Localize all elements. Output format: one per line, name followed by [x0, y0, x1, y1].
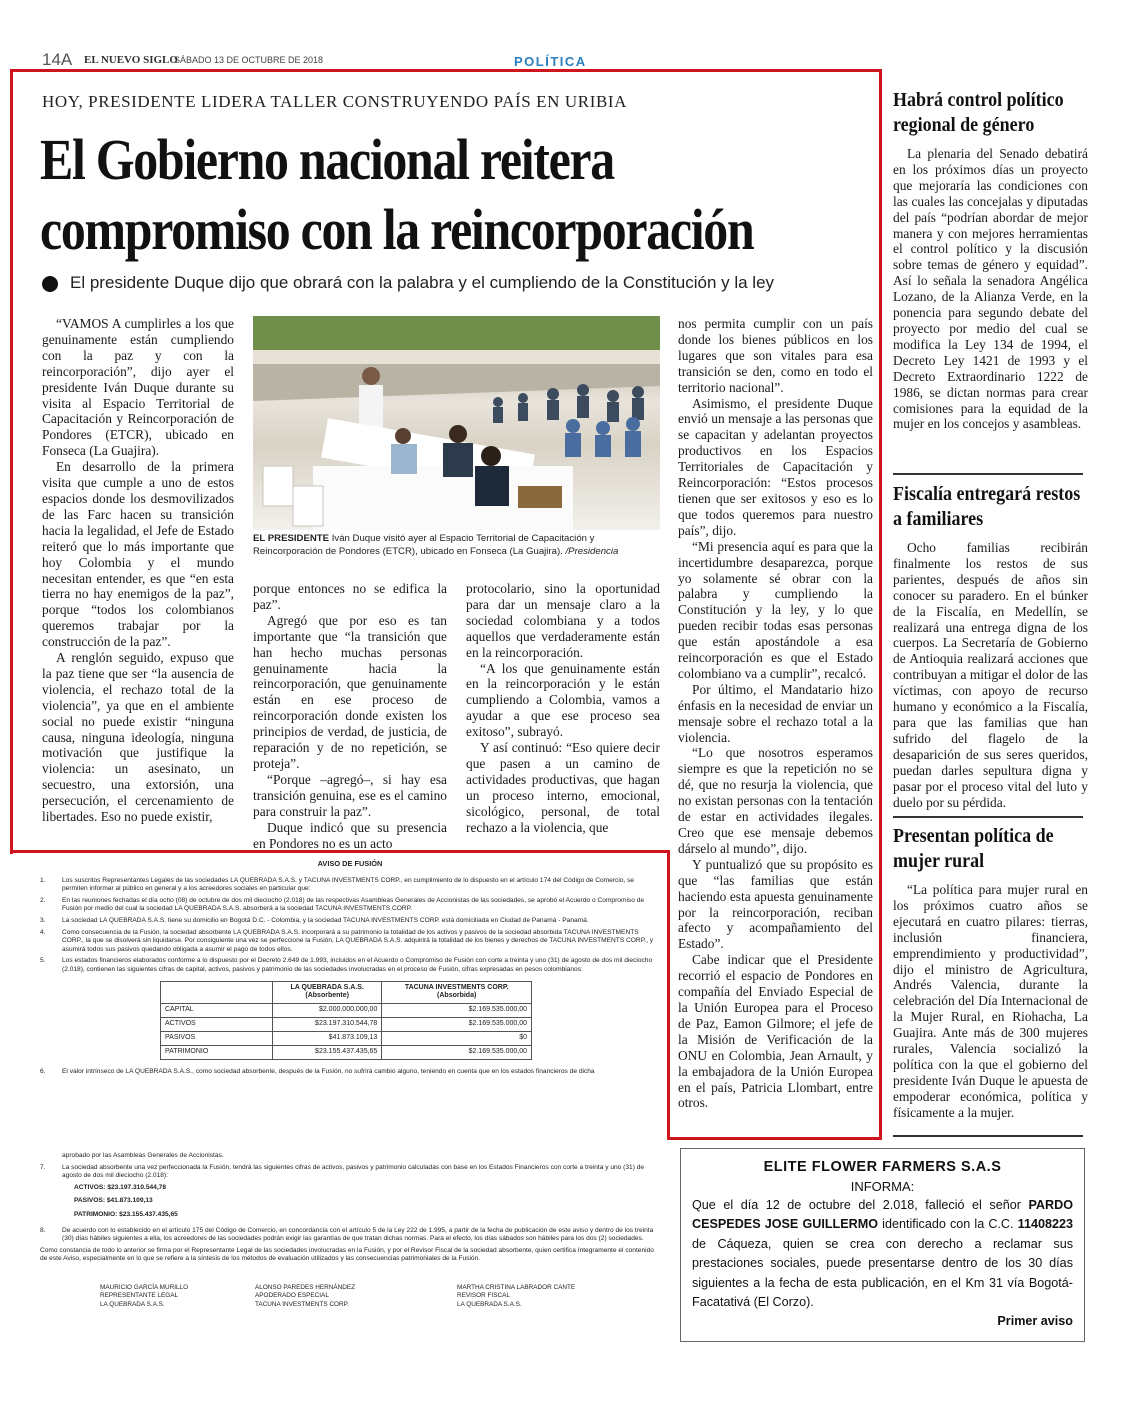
caption-lead: EL PRESIDENTE: [253, 533, 330, 544]
newspaper-name: EL NUEVO SIGLO: [84, 54, 178, 66]
sidebar-brief-2: [893, 482, 1088, 812]
article-title-line2: compromiso con la reincorporación: [40, 197, 754, 262]
col2-paragraph: Agregó que por eso es tan importante que “la transición que han hecho muchas personas genuinamente hacia la reincorporación, que genuinamente están en ese proceso de reincorporación donde existen los principios de verdad, de justicia, de reparación y de no repetición, se proteja”.: [253, 612, 447, 771]
brief-1-text: [893, 146, 1088, 450]
notice-figure: ACTIVOS: $23.197.310.544,78: [74, 1183, 167, 1191]
col1-paragraph: A renglón seguido, expuso que la paz tiene que ser “la ausencia de violencia, el rechazo total de la violencia”, ya que en el ambiente social no puede existir “ninguna causa, ninguna ideología, ninguna motivación que justifique la violencia: un asesinato, un secuestro, una extorsión, una persecución, el cercenamiento de libertades. Eso no puede existir,: [42, 650, 234, 825]
signature-block: MARTHA CRISTINA LABRADOR CANTE REVISOR FISCAL LA QUEBRADA S.A.S.: [457, 1283, 576, 1308]
col3-paragraph: Y así continuó: “Eso quiere decir que pasen a un camino de actividades productivas, que hagan un proceso interno, emocional, sicológico, personal, de total rechazo a la violencia, que: [466, 740, 660, 835]
subtitle-bullet-icon: [42, 276, 58, 292]
notice-item: 5. Los estados financieros elaborados conforme a lo dispuesto por el Decreto 2.649 de 1.993, incluidos en el Acuerdo o Compromiso de Fusión con corte a treinta y uno (31) de agosto de dos mil dieciocho (2.018), contienen las siguientes cifras de capital, activos, pasivos y patrimonio de las sociedades involucradas en el proceso de Fusión, cifras expresadas en pesos colombianos:: [40, 957, 653, 973]
notice-item: 2. En las reuniones fechadas el día ocho (08) de octubre de dos mil dieciocho (2.018) de las respectivas Asambleas Generales de Accionistas de las sociedades, se aprobó el Acuerdo o Compromiso de Fusión por medio del cual la sociedad LA QUEBRADA S.A.S. absorberá a la sociedad TACUNA INVESTMENTS CORP.: [40, 896, 645, 913]
col3-paragraph: protocolario, sino la oportunidad para dar un mensaje claro a la sociedad colombiana y a todos aquellos que verdaderamente están en la reincorporación.: [466, 581, 660, 660]
col2-paragraph: “Porque –agregó–, si hay esa transición genuina, ese es el camino para construir la paz”.: [253, 771, 447, 819]
sidebar-briefs: [893, 88, 1088, 450]
issue-date: SÁBADO 13 DE OCTUBRE DE 2018: [174, 55, 324, 65]
col4-paragraph: “Lo que nosotros esperamos siempre es que la repetición no se dé, que no resurja la violencia, que no existan personas con la tentación de estar en actividades ilegales. Creo que ese mensaje debemos dárselo al mundo”, dijo.: [678, 745, 873, 856]
col4-paragraph: nos permita cumplir con un país donde los bienes públicos en los lugares que son vitales para esa transición se den, como en todo el territorio nacional”.: [678, 316, 873, 395]
brief-1-paragraph: La plenaria del Senado debatirá en los próximos días un proyecto que mejoraría las condiciones con las cuales las concejalas y diputadas del país “podrían abordar de mejor manera y con mejores herramientas el control político y la discusión sobre temas de género y equidad”. Así lo señala la senadora Angélica Lozano, de la Alianza Verde, en la ponencia para segundo debate del proyecto por medio del cual se modifica la Ley 134 de 1994, el Decreto Ley 1421 de 1993 y el Decreto Extraordinario 1222 de 1986, se dictan normas para crear comisiones para la equidad de la mujer en los concejos y asambleas.: [893, 146, 1088, 432]
col1-paragraph: “VAMOS A cumplirles a los que genuinamente están cumpliendo con la paz y con la reincorporación”, dijo ayer el presidente Iván Duque durante su visita al Espacio Territorial de Capacitación y Reincorporación de Pondores (ETCR), ubicado en Fonseca (La Guajira).: [42, 316, 234, 459]
photo-illustration: [253, 316, 660, 530]
notice-body: Que el día 12 de octubre del 2.018, falleció el señor PARDO CESPEDES JOSE GUILLERMO identificado con la C.C. 11408223 de Cáqueza, quien se crea con derecho a reclamar sus prestaciones sociales, puede presentarse dentro de los 30 días siguientes a la fecha de esta publicación, en el Km 31 vía Bogotá-Facatativá (El Corzo).: [692, 1198, 1074, 1310]
article-photo: [253, 316, 660, 530]
article-subtitle: El presidente Duque dijo que obrará con la palabra y el cumpliendo de la Constitución y la ley: [70, 273, 775, 292]
col4-paragraph: “Mi presencia aquí es para que la incertidumbre desaparezca, porque yo solamente sé obrar con la palabra y cumpliendo la Constitución y la ley, y lo que pueden recibir todas esas personas que están apostándole a esa reincorporación es que el Estado colombiano va a cumplir”, recalcó.: [678, 538, 873, 681]
notice-item: 3. La sociedad LA QUEBRADA S.A.S. tiene su domicilio en Bogotá D.C. - Colombia, y la sociedad TACUNA INVESTMENTS CORP. está domiciliada en Ciudad de Panamá - Panamá.: [40, 916, 589, 924]
notice-item: 1. Los suscritos Representantes Legales de las sociedades LA QUEBRADA S.A.S. y TACUNA INVESTMENTS CORP., en cumplimiento de lo dispuesto en el artículo 174 del Código de Comercio, se permiten informar al público en general y a los acreedores sociales en particular que:: [40, 876, 635, 893]
col4-paragraph: Por último, el Mandatario hizo énfasis en la necesidad de enviar un mensaje sobre el rechazo total a la violencia.: [678, 681, 873, 745]
sidebar-divider: [893, 816, 1083, 818]
table-header: TACUNA INVESTMENTS CORP. (Absorbida): [382, 981, 532, 1003]
brief-2-paragraph: Ocho familias recibirán finalmente los restos de sus parientes, después de años sin conocer su paradero. En el búnker de la Fiscalía, en Medellín, se realizará una entrega digna de los cuerpos. La Secretaría de Gobierno de Antioquia realizará acciones que contribuyan a mitigar el dolor de las víctimas, con apoyo de recurso humano y económico a la Fiscalía, para que las familias que han sufrido del flagelo de la desaparición de sus seres queridos, puedan darles sepultura digna y pasar por el proceso vital del luto y duelo por su pérdida.: [893, 540, 1088, 810]
col2-paragraph: Duque indicó que su presencia en Pondores no es un acto: [253, 819, 447, 851]
merger-notice-title: AVISO DE FUSIÓN: [317, 859, 383, 868]
col3-paragraph: “A los que genuinamente están en la reincorporación y le están cumpliendo a Colombia, vamos a ayudar a que ese proceso sea exitoso”, subrayó.: [466, 660, 660, 740]
merger-notice-top: [40, 860, 660, 1130]
signature-block: ALONSO PAREDES HERNÁNDEZ APODERADO ESPECIAL TACUNA INVESTMENTS CORP.: [255, 1283, 356, 1308]
table-row: PASIVOS $41.873.109,13 $0: [161, 1031, 532, 1045]
notice-informa: INFORMA:: [850, 1179, 915, 1194]
notice-closing: Como constancia de todo lo anterior se firma por el Representante Legal de las sociedades involucradas en la Fusión, y por el Revisor Fiscal de la sociedad absorbente, quien certifica íntegramente el contenido de este Aviso, especialmente en lo que se refiere a la síntesis de los métodos de evaluación utilizados y las consecuencias patrimoniales de la Fusión.: [40, 1246, 654, 1263]
sidebar-divider: [893, 1135, 1083, 1137]
table-header: LA QUEBRADA S.A.S. (Absorbente): [273, 981, 382, 1003]
brief-1-title: Habrá control político regional de género: [893, 89, 1064, 136]
notice-figure: PATRIMONIO: $23.155.437.435,65: [74, 1210, 178, 1218]
caption-text: Iván Duque visitó ayer al Espacio Territorial de Capacitación y Reincorporación de Pondores (ETCR), ubicado en Fonseca (La Guajira).: [253, 533, 595, 557]
merger-figures-table: [160, 981, 532, 1060]
notice-signatures: [40, 1284, 662, 1309]
col4-paragraph: Y puntualizó que su propósito es que “las familias que están haciendo esta apuesta genuinamente por la reincorporación, reciban afecto y acompañamiento del Estado”.: [678, 856, 873, 952]
article-column-2: [253, 581, 447, 851]
notice-item: 8. De acuerdo con lo establecido en el artículo 175 del Código de Comercio, en concordancia con el artículo 5 de la Ley 222 de 1.995, a partir de la fecha de publicación de este aviso y dentro de los treinta (30) días hábiles siguientes a ella, los acreedores de las sociedades podrán exigir las garantías de que tratan dichas normas. Para el efecto, los días sábados son hábiles para los dos (2) sociedades.: [40, 1226, 654, 1243]
brief-3-title: Presentan política de mujer rural: [893, 825, 1054, 872]
id-number: 11408223: [1017, 1217, 1074, 1232]
table-row: CAPITAL $2.000.000.000,00 $2.169.535.000,00: [161, 1003, 532, 1017]
table-row: PATRIMONIO $23.155.437.435,65 $2.169.535.000,00: [161, 1045, 532, 1059]
col4-paragraph: Cabe indicar que el Presidente recorrió el espacio de Pondores en compañía del Enviado Especial de la Unión Europea para el Proceso de Paz, Eamon Gilmore; el jefe de la Misión de Verificación de la ONU en Colombia, Jean Arnault, y la embajadora de la Unión Europea en el país, Patricia Llombart, entre otros.: [678, 952, 873, 1111]
col1-paragraph: En desarrollo de la primera visita que cumple a uno de estos espacios donde los desmovilizados de las Farc hacen su transición hacia la legalidad, el Jefe de Estado reiteró que lo más importante que hoy Colombia y el mundo necesitan entender, es que “en esta tierra no hay enemigos de la paz”, porque “todos los colombianos queremos trabajar por la construcción de la paz”.: [42, 459, 234, 650]
notice-item: 6. El valor intrínseco de LA QUEBRADA S.A.S., como sociedad absorbente, después de la Fusión, no sufrirá cambio alguno, teniendo en cuenta que en los estados financieros de dicha: [40, 1067, 595, 1075]
notice-figure: PASIVOS: $41.873.109,13: [74, 1197, 153, 1205]
article-column-1: [42, 316, 234, 838]
sidebar-divider: [893, 473, 1083, 475]
notice-item: 4. Como consecuencia de la Fusión, la sociedad absorbente LA QUEBRADA S.A.S. incorporará a su patrimonio la totalidad de los activos y pasivos de la sociedad absorbida TACUNA INVESTMENTS CORP., la que se disolverá sin liquidarse. Por consiguiente una vez se perfeccione la Fusión, LA QUEBRADA S.A.S. adquirirá la totalidad de los bienes y derechos de TACUNA INVESTMENTS CORP., y asumirá todos sus pasivos quedando obligada a asumir el pago de todos ellos.: [40, 928, 654, 953]
notice-item: aprobado por las Asambleas Generales de Accionistas.: [62, 1152, 224, 1159]
deceased-name: PARDO CESPEDES JOSE GUILLERMO: [692, 1198, 1073, 1232]
caption-credit: /Presidencia: [565, 545, 619, 557]
page-number: 14A: [42, 50, 73, 69]
sidebar-brief-3: [893, 824, 1088, 1138]
signature-block: MAURICIO GARCÍA MURILLO REPRESENTANTE LEGAL LA QUEBRADA S.A.S.: [100, 1283, 189, 1308]
col2-paragraph: porque entonces no se edifica la paz”.: [253, 581, 447, 612]
section-name: POLÍTICA: [514, 54, 587, 69]
death-notice: [680, 1148, 1085, 1342]
merger-notice-bottom: [40, 1152, 662, 1358]
notice-company: ELITE FLOWER FARMERS S.A.S: [763, 1159, 1002, 1175]
article-kicker: HOY, PRESIDENTE LIDERA TALLER CONSTRUYENDO PAÍS EN URIBIA: [42, 92, 628, 111]
article-title-line1: El Gobierno nacional reitera: [40, 127, 614, 192]
brief-3-paragraph: “La política para mujer rural en los próximos cuatro años se ejecutará en cuatro pilares: tierras, inclusión financiera, emprendimiento y productividad”, dijo el ministro de Agricultura, Andrés Valencia, durante la celebración del Día Internacional de la Mujer Rural, en Riohacha, La Guajira. Ante más de 300 mujeres rurales, Valencia socializó la política con la que el gobierno del presidente Iván Duque le apuesta de empoderar económica, política y físicamente a la mujer.: [893, 882, 1088, 1120]
table-corner: [161, 981, 273, 1003]
notice-item: 7. La sociedad absorbente una vez perfeccionada la Fusión, tendrá las siguientes cifras de activos, pasivos y patrimonio calculadas con base en los Estados Financieros con corte a treinta y uno (31) de agosto de dos mil dieciocho (2.018):: [40, 1163, 645, 1180]
brief-2-title: Fiscalía entregará restos a familiares: [893, 483, 1081, 530]
brief-2-text: [893, 540, 1088, 812]
photo-caption: [253, 533, 663, 558]
col4-paragraph: Asimismo, el presidente Duque envió un mensaje a las personas que se capacitan y adelantan proyectos productivos en los Espacios Territoriales de Capacitación y Reincorporación: “Estos procesos tienen que ser exitosos y eso es lo que todos queremos para nuestro país”, dijo.: [678, 395, 873, 538]
article-column-3: [466, 581, 660, 839]
notice-footer: Primer aviso: [997, 1314, 1073, 1329]
table-row: ACTIVOS $23.197.310.544,78 $2.169.535.000,00: [161, 1017, 532, 1031]
article-column-4: [678, 316, 873, 1126]
brief-3-text: [893, 882, 1088, 1138]
